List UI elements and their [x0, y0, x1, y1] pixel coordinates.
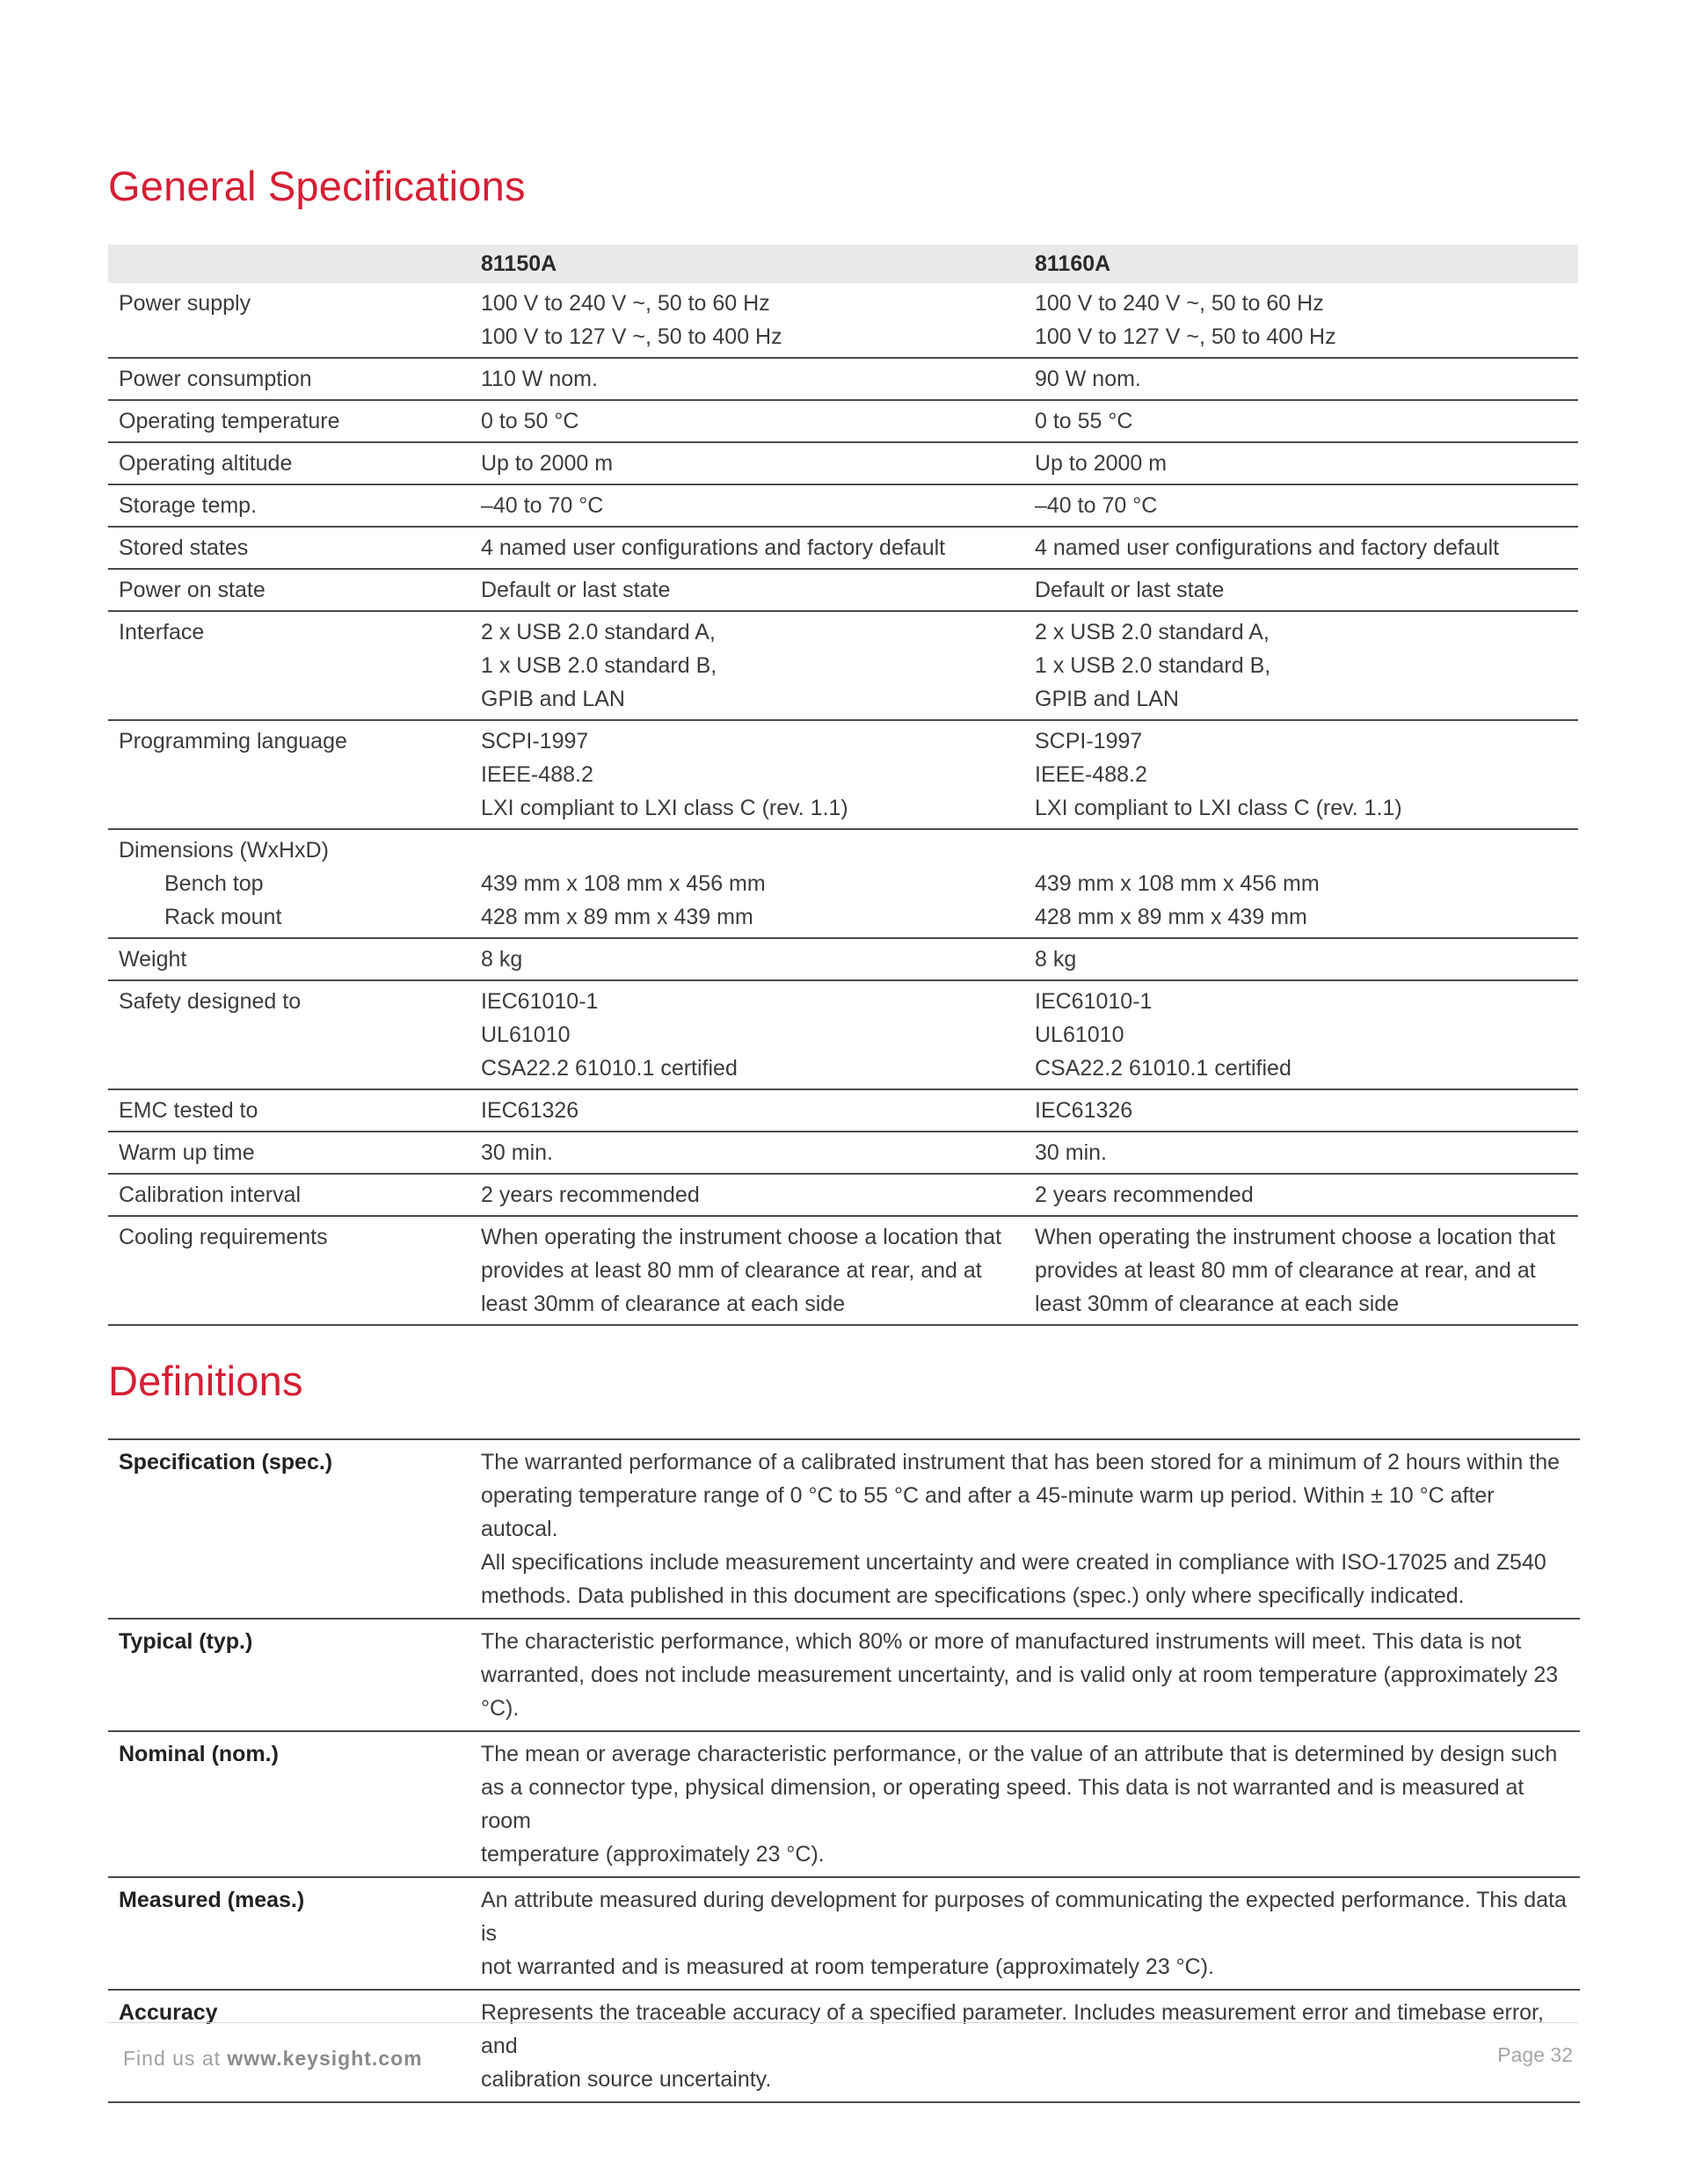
- cell-line: 2 x USB 2.0 standard A,: [481, 620, 716, 644]
- cell-line: CSA22.2 61010.1 certified: [481, 1056, 738, 1081]
- table-row: [108, 1216, 1578, 1325]
- spec-81150a-cell: [470, 283, 1024, 358]
- spec-81160a-cell: [1024, 1132, 1578, 1174]
- footer-url-link[interactable]: www.keysight.com: [227, 2047, 423, 2070]
- spec-81150a-cell: [470, 484, 1024, 527]
- cell-line: Storage temp.: [119, 493, 258, 518]
- cell-line: [1035, 834, 1568, 867]
- cell-line: IEC61010-1: [481, 989, 599, 1014]
- definition-line: warranted, does not include measurement uncertainty, and is valid only at room temperature (approximately 23 °C).: [481, 1663, 1559, 1721]
- cell-line: 439 mm x 108 mm x 456 mm: [481, 871, 766, 896]
- cell-line: IEC61010-1: [1035, 989, 1153, 1014]
- spec-label-cell: [108, 1089, 470, 1132]
- spec-81150a-cell: [470, 980, 1024, 1089]
- cell-line: 100 V to 240 V ~, 50 to 60 Hz: [1035, 291, 1324, 316]
- cell-line: Operating temperature: [119, 409, 340, 433]
- general-specifications-table: [108, 244, 1578, 1326]
- definition-line: The warranted performance of a calibrated instrument that has been stored for a minimum of 2 hours within the: [481, 1450, 1561, 1474]
- definition-term: Accuracy: [108, 1990, 470, 2102]
- spec-81150a-cell: [470, 358, 1024, 400]
- spec-label-cell: [108, 829, 470, 938]
- definition-row: [108, 1439, 1580, 1619]
- cell-line: provides at least 80 mm of clearance at rear, and at: [1035, 1258, 1536, 1283]
- table-row: [108, 442, 1578, 484]
- table-row: [108, 829, 1578, 938]
- table-row: [108, 980, 1578, 1089]
- cell-line: Dimensions (WxHxD): [119, 838, 329, 863]
- definition-line: not warranted and is measured at room temperature (approximately 23 °C).: [481, 1955, 1214, 1979]
- definition-text: [470, 1877, 1580, 1990]
- table-row: [108, 1089, 1578, 1132]
- cell-line: Up to 2000 m: [1035, 451, 1168, 476]
- cell-line: IEC61326: [1035, 1098, 1133, 1123]
- definition-term: Measured (meas.): [108, 1877, 470, 1990]
- cell-line: 4 named user configurations and factory default: [481, 535, 946, 560]
- cell-line: SCPI-1997: [1035, 729, 1143, 753]
- cell-line: Stored states: [119, 535, 249, 560]
- spec-81160a-cell: [1024, 484, 1578, 527]
- cell-line: 0 to 55 °C: [1035, 409, 1133, 433]
- footer-find-us: [123, 2047, 423, 2071]
- spec-81150a-cell: [470, 611, 1024, 720]
- spec-81150a-cell: [470, 1132, 1024, 1174]
- cell-line: Power consumption: [119, 367, 312, 391]
- cell-line: 100 V to 127 V ~, 50 to 400 Hz: [481, 324, 782, 349]
- spec-label-cell: [108, 569, 470, 611]
- spec-label-cell: [108, 484, 470, 527]
- header-81150a: 81150A: [470, 244, 1024, 283]
- table-row: [108, 400, 1578, 442]
- spec-81150a-cell: [470, 569, 1024, 611]
- table-row: [108, 938, 1578, 980]
- definitions-table: [108, 1438, 1580, 2103]
- table-row: [108, 484, 1578, 527]
- cell-line: Power on state: [119, 578, 266, 602]
- cell-line: Calibration interval: [119, 1183, 302, 1207]
- table-row: [108, 1174, 1578, 1216]
- cell-line: UL61010: [1035, 1023, 1124, 1047]
- cell-line: Bench top: [164, 871, 264, 896]
- cell-line: Default or last state: [481, 578, 671, 602]
- cell-line: 1 x USB 2.0 standard B,: [1035, 653, 1271, 678]
- spec-81160a-cell: [1024, 527, 1578, 569]
- cell-line: 428 mm x 89 mm x 439 mm: [1035, 905, 1307, 929]
- table-row: [108, 569, 1578, 611]
- cell-line: 2 x USB 2.0 standard A,: [1035, 620, 1270, 644]
- spec-label-cell: [108, 1174, 470, 1216]
- cell-line: SCPI-1997: [481, 729, 589, 753]
- definition-line: All specifications include measurement uncertainty and were created in compliance with ISO-17025 and Z540: [481, 1550, 1546, 1575]
- spec-label-cell: [108, 1132, 470, 1174]
- spec-label-cell: [108, 720, 470, 829]
- spec-81160a-cell: [1024, 611, 1578, 720]
- page-number: Page 32: [1497, 2043, 1573, 2066]
- cell-line: 2 years recommended: [481, 1183, 700, 1207]
- spec-label-cell: [108, 442, 470, 484]
- header-blank: [108, 244, 470, 283]
- header-81160a: 81160A: [1024, 244, 1578, 283]
- cell-line: 2 years recommended: [1035, 1183, 1254, 1207]
- cell-line: 8 kg: [1035, 947, 1077, 972]
- spec-label-cell: [108, 527, 470, 569]
- definition-row: [108, 1619, 1580, 1731]
- definition-text: [470, 1731, 1580, 1877]
- cell-line: IEEE-488.2: [481, 762, 593, 787]
- spec-label-cell: [108, 980, 470, 1089]
- spec-label-cell: [108, 283, 470, 358]
- cell-line: 439 mm x 108 mm x 456 mm: [1035, 871, 1320, 896]
- definition-term: Typical (typ.): [108, 1619, 470, 1731]
- spec-81150a-cell: [470, 720, 1024, 829]
- cell-line: Interface: [119, 620, 205, 644]
- cell-line: Power supply: [119, 291, 251, 316]
- definition-line: An attribute measured during development for purposes of communicating the expected performance. This data is: [481, 1888, 1567, 1946]
- definition-term: Nominal (nom.): [108, 1731, 470, 1877]
- definition-line: calibration source uncertainty.: [481, 2067, 772, 2092]
- cell-line: 0 to 50 °C: [481, 409, 579, 433]
- spec-label-cell: [108, 400, 470, 442]
- cell-line: 30 min.: [481, 1140, 553, 1165]
- definition-row: [108, 1990, 1580, 2102]
- cell-line: Up to 2000 m: [481, 451, 614, 476]
- cell-line: Safety designed to: [119, 989, 302, 1014]
- definition-line: Represents the traceable accuracy of a specified parameter. Includes measurement error and timebase error, and: [481, 2000, 1544, 2058]
- spec-81150a-cell: [470, 400, 1024, 442]
- footer-divider: [108, 2022, 1578, 2023]
- definition-line: temperature (approximately 23 °C).: [481, 1842, 825, 1867]
- definition-line: as a connector type, physical dimension, or operating speed. This data is not warranted and is measured at room: [481, 1775, 1524, 1833]
- general-specifications-heading: General Specifications: [108, 163, 526, 209]
- cell-line: 30 min.: [1035, 1140, 1107, 1165]
- spec-81150a-cell: [470, 1174, 1024, 1216]
- cell-line: Default or last state: [1035, 578, 1225, 602]
- spec-81160a-cell: [1024, 358, 1578, 400]
- cell-line: 90 W nom.: [1035, 367, 1141, 391]
- cell-line: Rack mount: [164, 905, 282, 929]
- cell-line: –40 to 70 °C: [481, 493, 604, 518]
- table-row: [108, 527, 1578, 569]
- cell-line: least 30mm of clearance at each side: [1035, 1292, 1400, 1316]
- cell-line: LXI compliant to LXI class C (rev. 1.1): [1035, 796, 1402, 820]
- spec-81160a-cell: [1024, 400, 1578, 442]
- spec-81150a-cell: [470, 1216, 1024, 1325]
- cell-line: 110 W nom.: [481, 367, 598, 391]
- spec-81150a-cell: [470, 1089, 1024, 1132]
- spec-81150a-cell: [470, 442, 1024, 484]
- table-row: [108, 720, 1578, 829]
- cell-line: GPIB and LAN: [1035, 687, 1179, 711]
- cell-line: Warm up time: [119, 1140, 255, 1165]
- cell-line: IEC61326: [481, 1098, 579, 1123]
- definition-line: The characteristic performance, which 80% or more of manufactured instruments will meet. This data is not: [481, 1629, 1522, 1654]
- cell-line: Programming language: [119, 729, 347, 753]
- definition-line: operating temperature range of 0 °C to 55 °C and after a 45-minute warm up period. Within ± 10 °C after autocal.: [481, 1483, 1495, 1541]
- definition-text: [470, 1619, 1580, 1731]
- definitions-heading: Definitions: [108, 1358, 303, 1404]
- cell-line: 1 x USB 2.0 standard B,: [481, 653, 717, 678]
- cell-line: provides at least 80 mm of clearance at rear, and at: [481, 1258, 982, 1283]
- cell-line: When operating the instrument choose a location that: [481, 1225, 1002, 1249]
- table-header-row: [108, 244, 1578, 283]
- spec-label-cell: [108, 611, 470, 720]
- spec-label-cell: [108, 938, 470, 980]
- cell-line: EMC tested to: [119, 1098, 258, 1123]
- table-row: [108, 611, 1578, 720]
- spec-label-cell: [108, 1216, 470, 1325]
- cell-line: CSA22.2 61010.1 certified: [1035, 1056, 1291, 1081]
- spec-81160a-cell: [1024, 1216, 1578, 1325]
- definition-line: methods. Data published in this document are specifications (spec.) only where specifically indicated.: [481, 1583, 1465, 1608]
- spec-81160a-cell: [1024, 938, 1578, 980]
- spec-81160a-cell: [1024, 283, 1578, 358]
- spec-81150a-cell: [470, 938, 1024, 980]
- definition-text: [470, 1990, 1580, 2102]
- spec-81160a-cell: [1024, 569, 1578, 611]
- spec-81160a-cell: [1024, 829, 1578, 938]
- spec-81150a-cell: [470, 527, 1024, 569]
- definition-text: [470, 1439, 1580, 1619]
- cell-line: [481, 834, 1014, 867]
- definition-row: [108, 1731, 1580, 1877]
- table-row: [108, 358, 1578, 400]
- cell-line: LXI compliant to LXI class C (rev. 1.1): [481, 796, 848, 820]
- definition-line: The mean or average characteristic performance, or the value of an attribute that is determined by design such: [481, 1742, 1558, 1766]
- table-row: [108, 283, 1578, 358]
- table-row: [108, 1132, 1578, 1174]
- definition-term: Specification (spec.): [108, 1439, 470, 1619]
- spec-81150a-cell: [470, 829, 1024, 938]
- cell-line: Cooling requirements: [119, 1225, 328, 1249]
- spec-81160a-cell: [1024, 720, 1578, 829]
- cell-line: 100 V to 127 V ~, 50 to 400 Hz: [1035, 324, 1336, 349]
- spec-81160a-cell: [1024, 980, 1578, 1089]
- cell-line: UL61010: [481, 1023, 571, 1047]
- cell-line: IEEE-488.2: [1035, 762, 1147, 787]
- definition-row: [108, 1877, 1580, 1990]
- cell-line: When operating the instrument choose a location that: [1035, 1225, 1556, 1249]
- spec-81160a-cell: [1024, 1089, 1578, 1132]
- cell-line: –40 to 70 °C: [1035, 493, 1158, 518]
- cell-line: 428 mm x 89 mm x 439 mm: [481, 905, 753, 929]
- cell-line: 8 kg: [481, 947, 523, 972]
- spec-label-cell: [108, 358, 470, 400]
- cell-line: 4 named user configurations and factory default: [1035, 535, 1500, 560]
- cell-line: least 30mm of clearance at each side: [481, 1292, 846, 1316]
- cell-line: GPIB and LAN: [481, 687, 625, 711]
- spec-81160a-cell: [1024, 442, 1578, 484]
- cell-line: 100 V to 240 V ~, 50 to 60 Hz: [481, 291, 770, 316]
- cell-line: Operating altitude: [119, 451, 293, 476]
- cell-line: Weight: [119, 947, 187, 972]
- spec-81160a-cell: [1024, 1174, 1578, 1216]
- footer-prefix: Find us at: [123, 2047, 228, 2070]
